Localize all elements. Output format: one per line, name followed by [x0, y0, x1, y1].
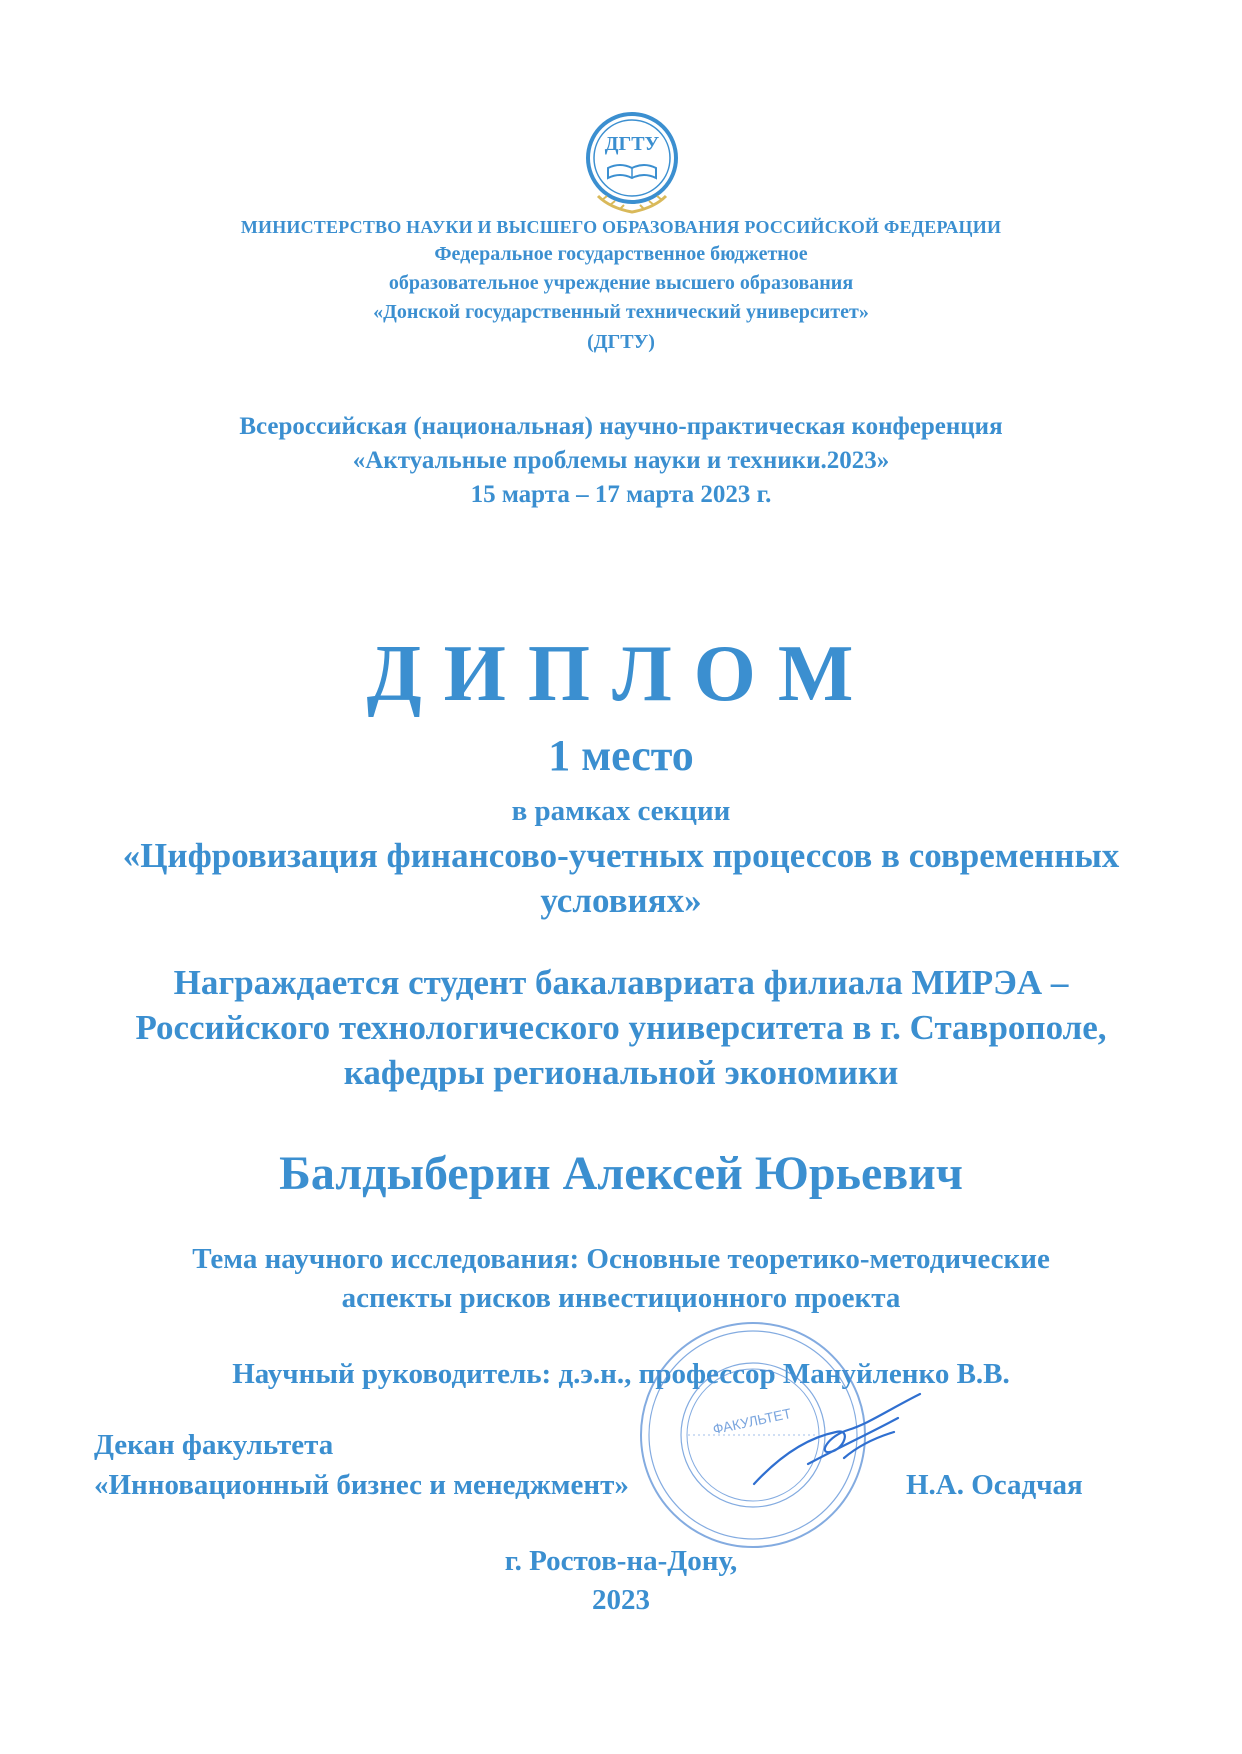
conference-dates: 15 марта – 17 марта 2023 г. [470, 481, 772, 508]
logo-text: ДГТУ [604, 133, 660, 155]
dean-name: Н.А. Осадчая [906, 1469, 1083, 1501]
dgtu-logo [580, 108, 684, 220]
ministry-line: МИНИСТЕРСТВО НАУКИ И ВЫСШЕГО ОБРАЗОВАНИЯ РОССИЙСКОЙ ФЕДЕРАЦИИ [240, 217, 1002, 237]
conference-line-2: «Актуальные проблемы науки и техники.2023» [352, 447, 890, 474]
year-line: 2023 [592, 1584, 650, 1616]
org-line-1: Федеральное государственное бюджетное [434, 243, 808, 265]
topic-line-2: аспекты рисков инвестиционного проекта [341, 1282, 901, 1314]
diploma-title: ДИПЛОМ [366, 630, 876, 718]
awarded-line-3: кафедры региональной экономики [343, 1053, 899, 1092]
advisor-line: Научный руководитель: д.э.н., профессор Мануйленко В.В. [232, 1358, 1010, 1390]
city-line: г. Ростов-на-Дону, [504, 1545, 738, 1577]
org-line-3: «Донской государственный технический университет» [373, 301, 869, 323]
dean-signature [748, 1388, 926, 1496]
org-line-4: (ДГТУ) [587, 331, 655, 353]
dean-title-line-2: «Инновационный бизнес и менеджмент» [94, 1469, 629, 1501]
dean-title-line-1: Декан факультета [94, 1429, 334, 1461]
section-intro: в рамках секции [511, 795, 731, 827]
awarded-line-1: Награждается студент бакалавриата филиала МИРЭА – [173, 963, 1069, 1002]
section-name-line-1: «Цифровизация финансово-учетных процессов в современных [122, 836, 1120, 875]
topic-line-1: Тема научного исследования: Основные теоретико-методические [192, 1243, 1050, 1275]
place-award: 1 место [548, 731, 694, 780]
section-name-line-2: условиях» [540, 881, 702, 920]
stamp-center-text: ФАКУЛЬТЕТ [711, 1404, 793, 1438]
recipient-name: Балдыберин Алексей Юрьевич [279, 1147, 963, 1200]
awarded-line-2: Российского технологического университета в г. Ставрополе, [135, 1008, 1107, 1047]
org-line-2: образовательное учреждение высшего образования [388, 272, 854, 294]
conference-line-1: Всероссийская (национальная) научно-практическая конференция [239, 413, 1003, 440]
